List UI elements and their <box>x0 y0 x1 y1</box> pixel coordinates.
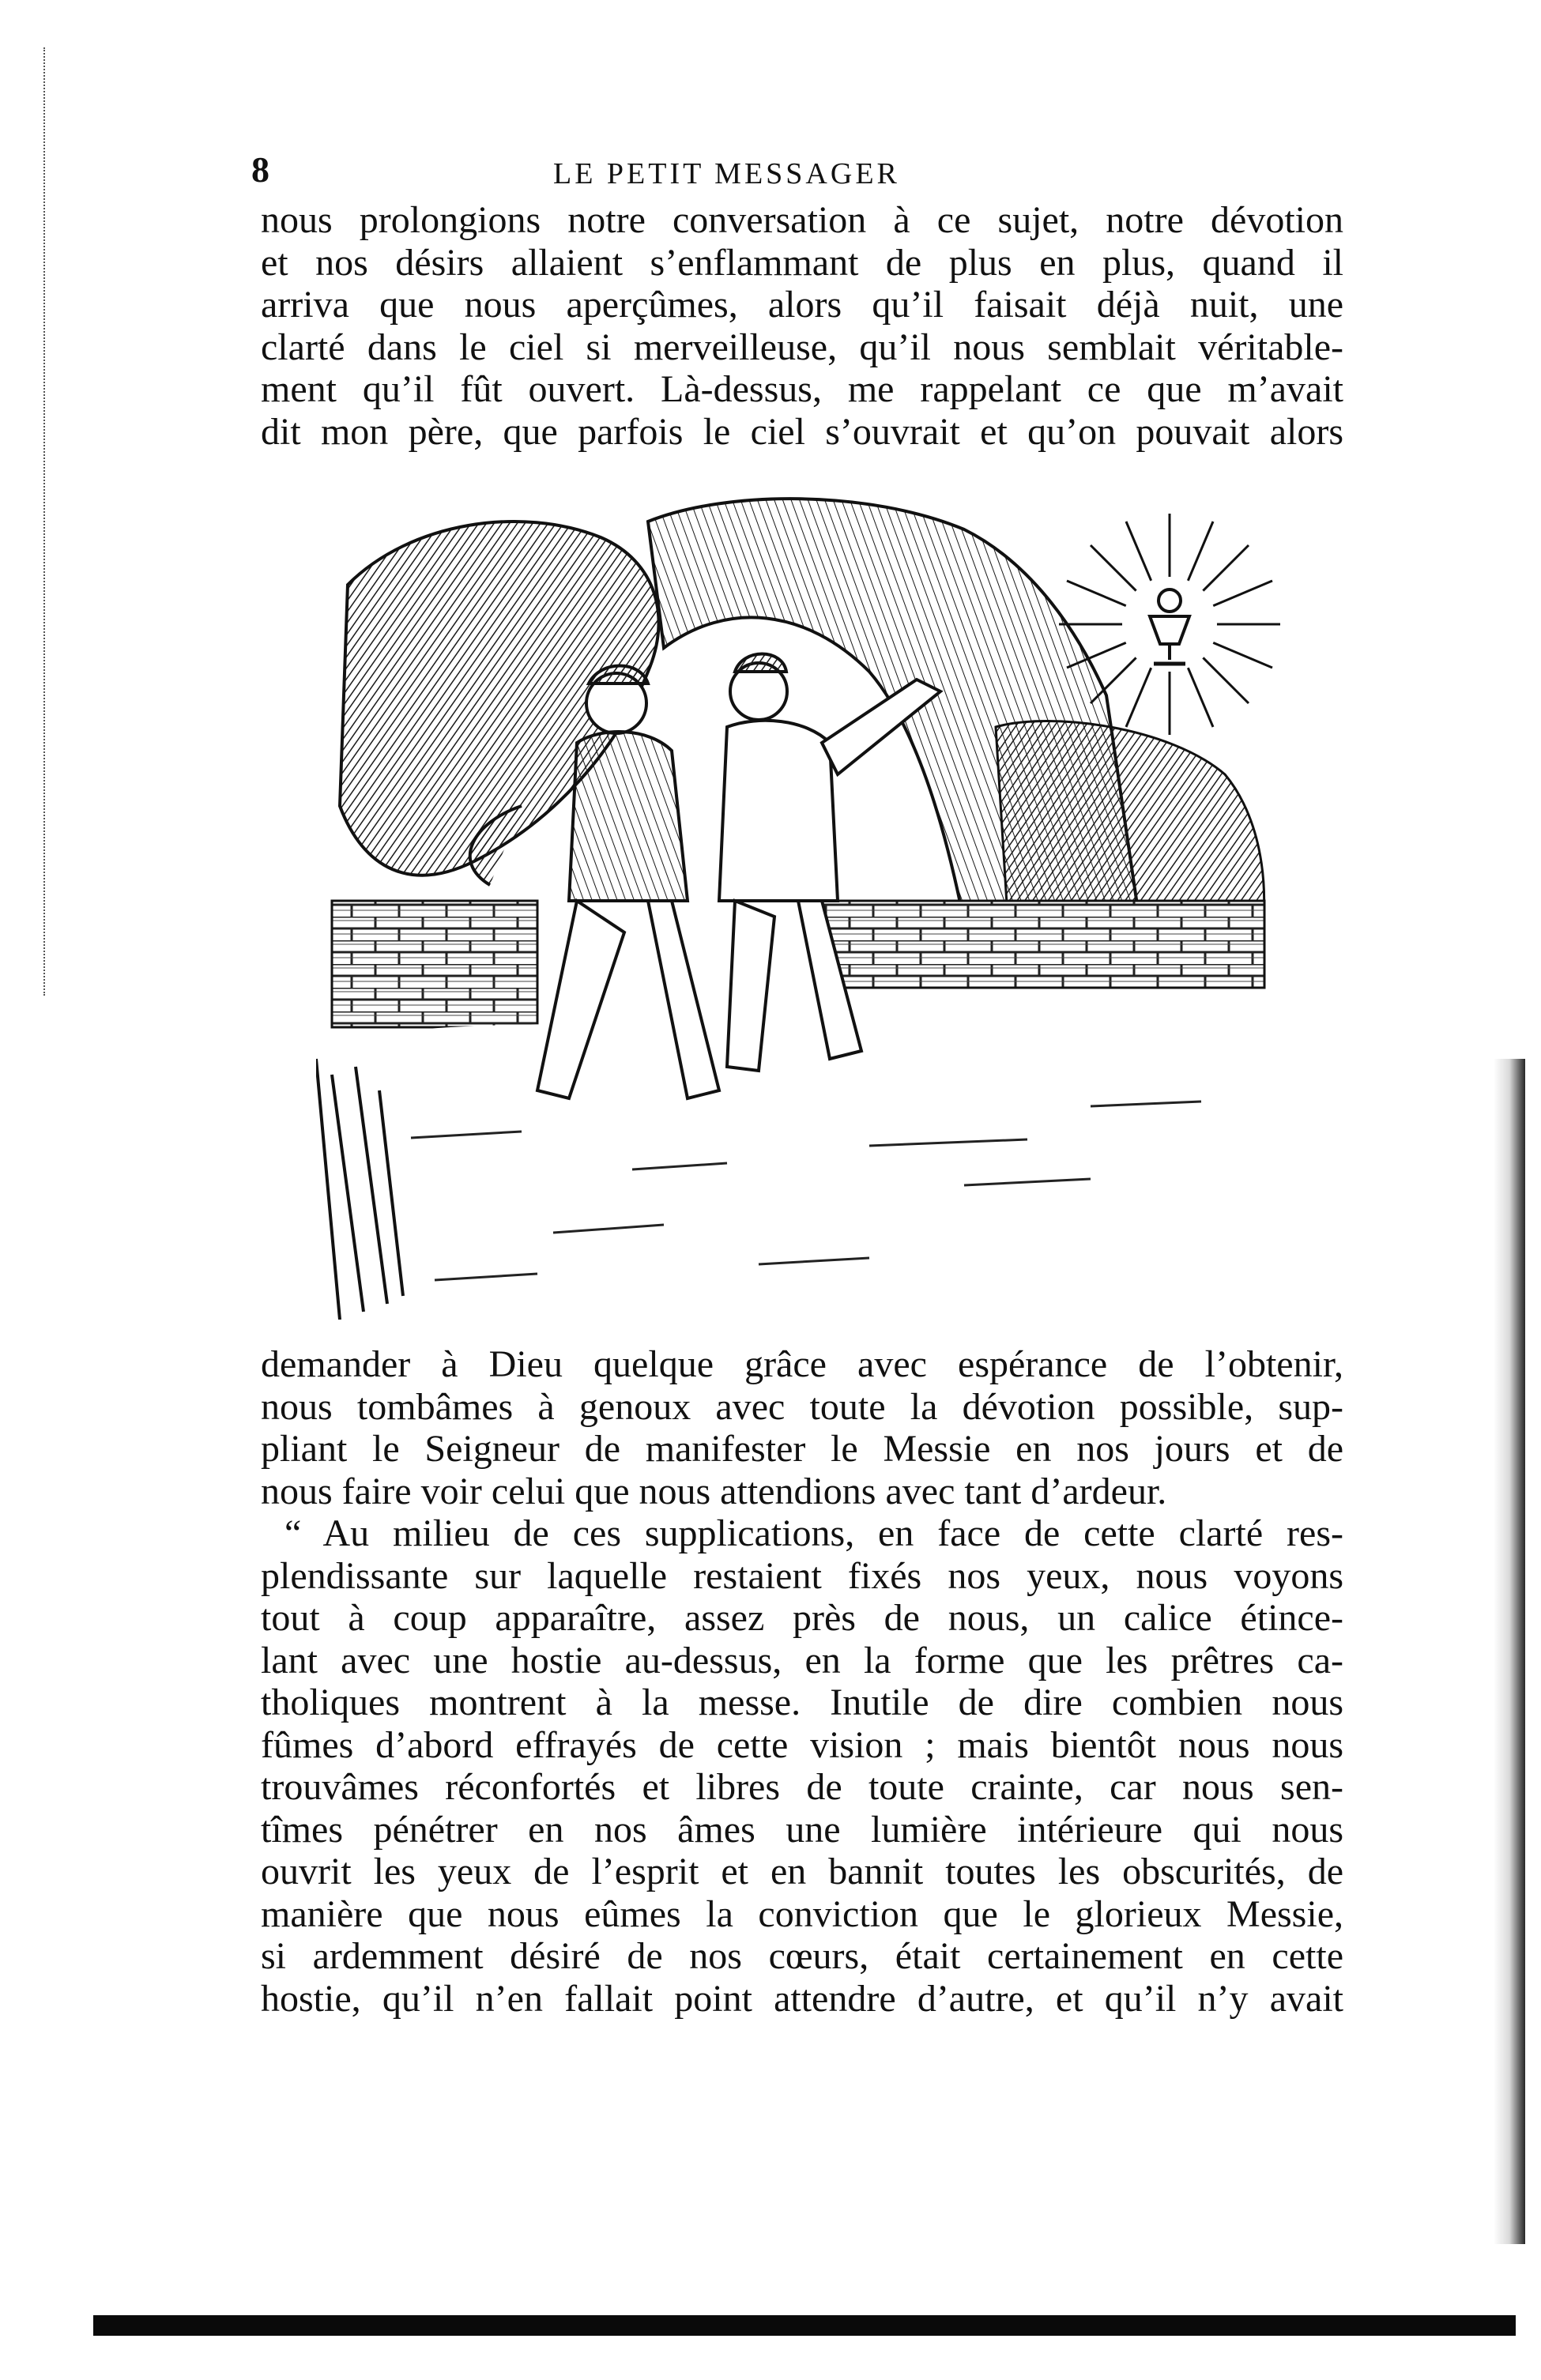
bottom-scan-border <box>93 2315 1516 2336</box>
text-line: arriva que nous aperçûmes, alors qu’il faisait déjà nuit, une <box>261 284 1343 326</box>
figure-boy-right <box>719 654 940 1071</box>
text-line: “ Au milieu de ces supplications, en face de cette clarté res- <box>284 1512 1343 1554</box>
text-line: trouvâmes réconfortés et libres de toute crainte, car nous sen- <box>261 1766 1343 1808</box>
text-line: lant avec une hostie au-dessus, en la forme que les prêtres ca- <box>261 1639 1343 1681</box>
ground <box>316 1024 1320 1320</box>
text-line: demander à Dieu quelque grâce avec espérance de l’obtenir, <box>261 1343 1343 1385</box>
text-line: si ardemment désiré de nos cœurs, était certainement en cette <box>261 1935 1343 1977</box>
text-line: manière que nous eûmes la conviction que le glorieux Messie, <box>261 1892 1343 1935</box>
paragraph-continued <box>261 199 1343 453</box>
chalice-icon <box>1059 514 1280 735</box>
stone-wall-right <box>822 901 1264 988</box>
engraving-illustration <box>316 490 1320 1320</box>
text-line: dit mon père, que parfois le ciel s’ouvrait et qu’on pouvait alors <box>261 410 1343 453</box>
text-line: ment qu’il fût ouvert. Là-dessus, me rappelant ce que m’avait <box>261 368 1343 410</box>
running-title: LE PETIT MESSAGER <box>553 157 900 190</box>
text-line: nous faire voir celui que nous attendions avec tant d’ardeur. <box>261 1470 1167 1512</box>
text-line: tout à coup apparaître, assez près de nous, un calice étince- <box>261 1597 1343 1639</box>
page-number: 8 <box>251 149 269 190</box>
body-text-lower <box>261 1343 1343 2020</box>
text-line: et nos désirs allaient s’enflammant de plus en plus, quand il <box>261 241 1343 284</box>
text-line: tholiques montrent à la messe. Inutile de dire combien nous <box>261 1681 1343 1723</box>
text-line: pliant le Seigneur de manifester le Messie en nos jours et de <box>261 1428 1343 1470</box>
stone-wall-left <box>332 901 537 1027</box>
text-line: nous prolongions notre conversation à ce sujet, notre dévotion <box>261 199 1343 241</box>
text-line: tîmes pénétrer en nos âmes une lumière intérieure qui nous <box>261 1808 1343 1851</box>
text-line: plendissante sur laquelle restaient fixés nos yeux, nous voyons <box>261 1554 1343 1597</box>
text-line: fûmes d’abord effrayés de cette vision ; mais bientôt nous nous <box>261 1723 1343 1766</box>
scan-edge-left <box>43 47 61 996</box>
text-line: clarté dans le ciel si merveilleuse, qu’il nous semblait véritable- <box>261 326 1343 368</box>
text-line: ouvrit les yeux de l’esprit et en bannit toutes les obscurités, de <box>261 1851 1343 1892</box>
scan-edge-right <box>1494 1059 1525 2244</box>
text-line: hostie, qu’il n’en fallait point attendre d’autre, et qu’il n’y avait <box>261 1977 1343 2020</box>
text-line: nous tombâmes à genoux avec toute la dévotion possible, sup- <box>261 1385 1343 1428</box>
